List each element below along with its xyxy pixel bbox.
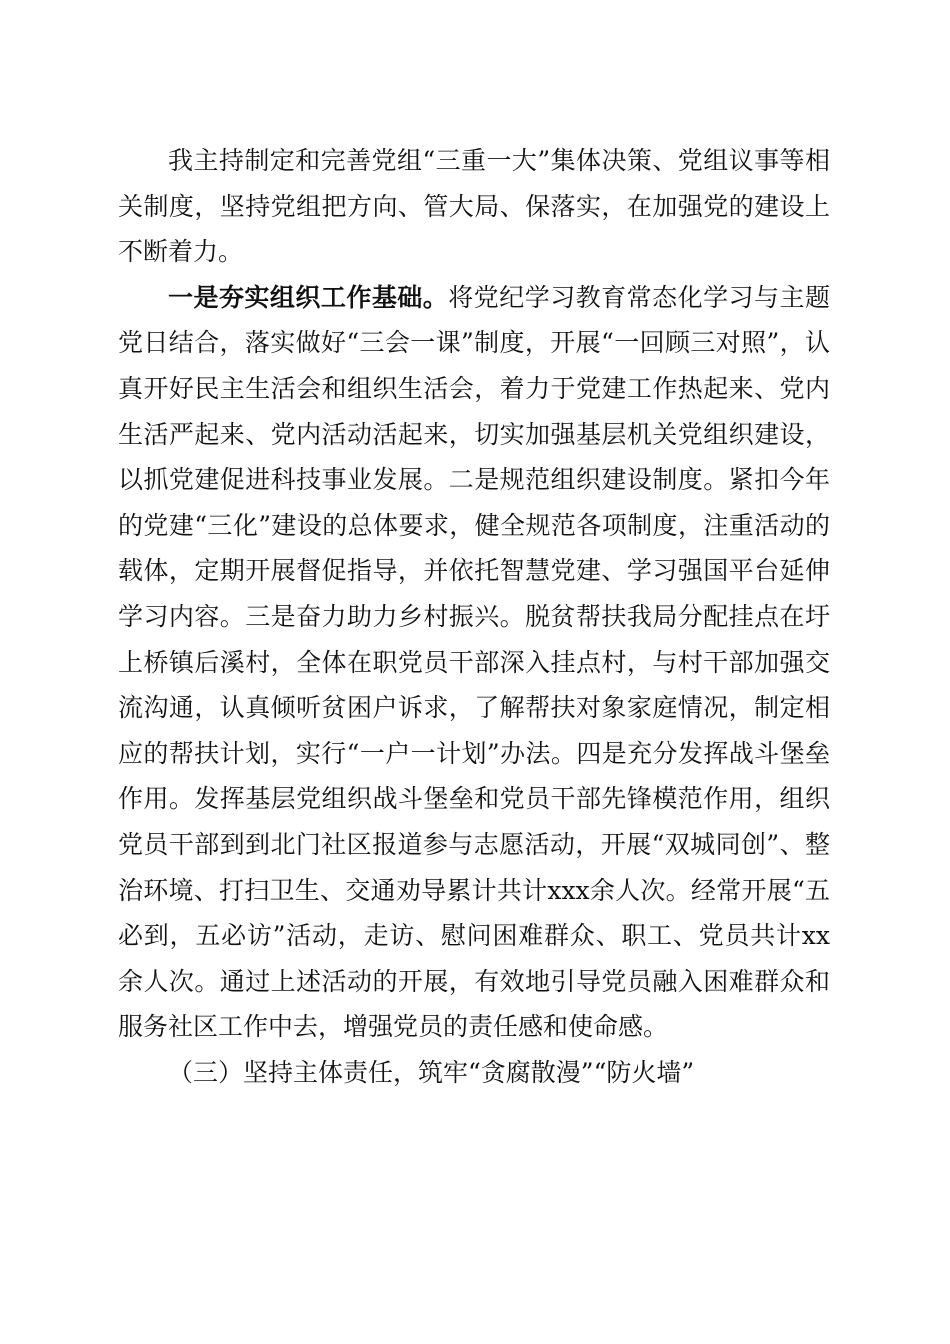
document-body xyxy=(118,138,830,1095)
section-heading xyxy=(118,1050,830,1096)
paragraph-intro-text: 我主持制定和完善党组“三重一大”集体决策、党组议事等相关制度，坚持党组把方向、管大局、保落实，在加强党的建设上不断着力。 xyxy=(118,146,830,267)
section-heading-text: （三）坚持主体责任，筑牢“贪腐散漫”“防火墙” xyxy=(168,1057,695,1087)
paragraph-main xyxy=(118,275,830,1050)
paragraph-intro xyxy=(118,138,830,275)
paragraph-main-lead: 一是夯实组织工作基础。 xyxy=(168,282,449,312)
paragraph-main-text: 将党纪学习教育常态化学习与主题党日结合，落实做好“三会一课”制度，开展“一回顾三对照”，认真开好民主生活会和组织生活会，着力于党建工作热起来、党内生活严起来、党内活动活起来，切实加强基层机关党组织建设，以抓党建促进科技事业发展。二是规范组织建设制度。紧扣今年的党建“三化”建设的总体要求，健全规范各项制度，注重活动的载体，定期开展督促指导，并依托智慧党建、学习强国平台延伸学习内容。三是奋力助力乡村振兴。脱贫帮扶我局分配挂点在圩上桥镇后溪村，全体在职党员干部深入挂点村，与村干部加强交流沟通，认真倾听贫困户诉求，了解帮扶对象家庭情况，制定相应的帮扶计划，实行“一户一计划”办法。四是充分发挥战斗堡垒作用。发挥基层党组织战斗堡垒和党员干部先锋模范作用，组织党员干部到到北门社区报道参与志愿活动，开展“双城同创”、整治环境、打扫卫生、交通劝导累计共计xxx余人次。经常开展“五必到，五必访”活动，走访、慰问困难群众、职工、党员共计xx余人次。通过上述活动的开展，有效地引导党员融入困难群众和服务社区工作中去，增强党员的责任感和使命感。 xyxy=(118,282,830,1042)
